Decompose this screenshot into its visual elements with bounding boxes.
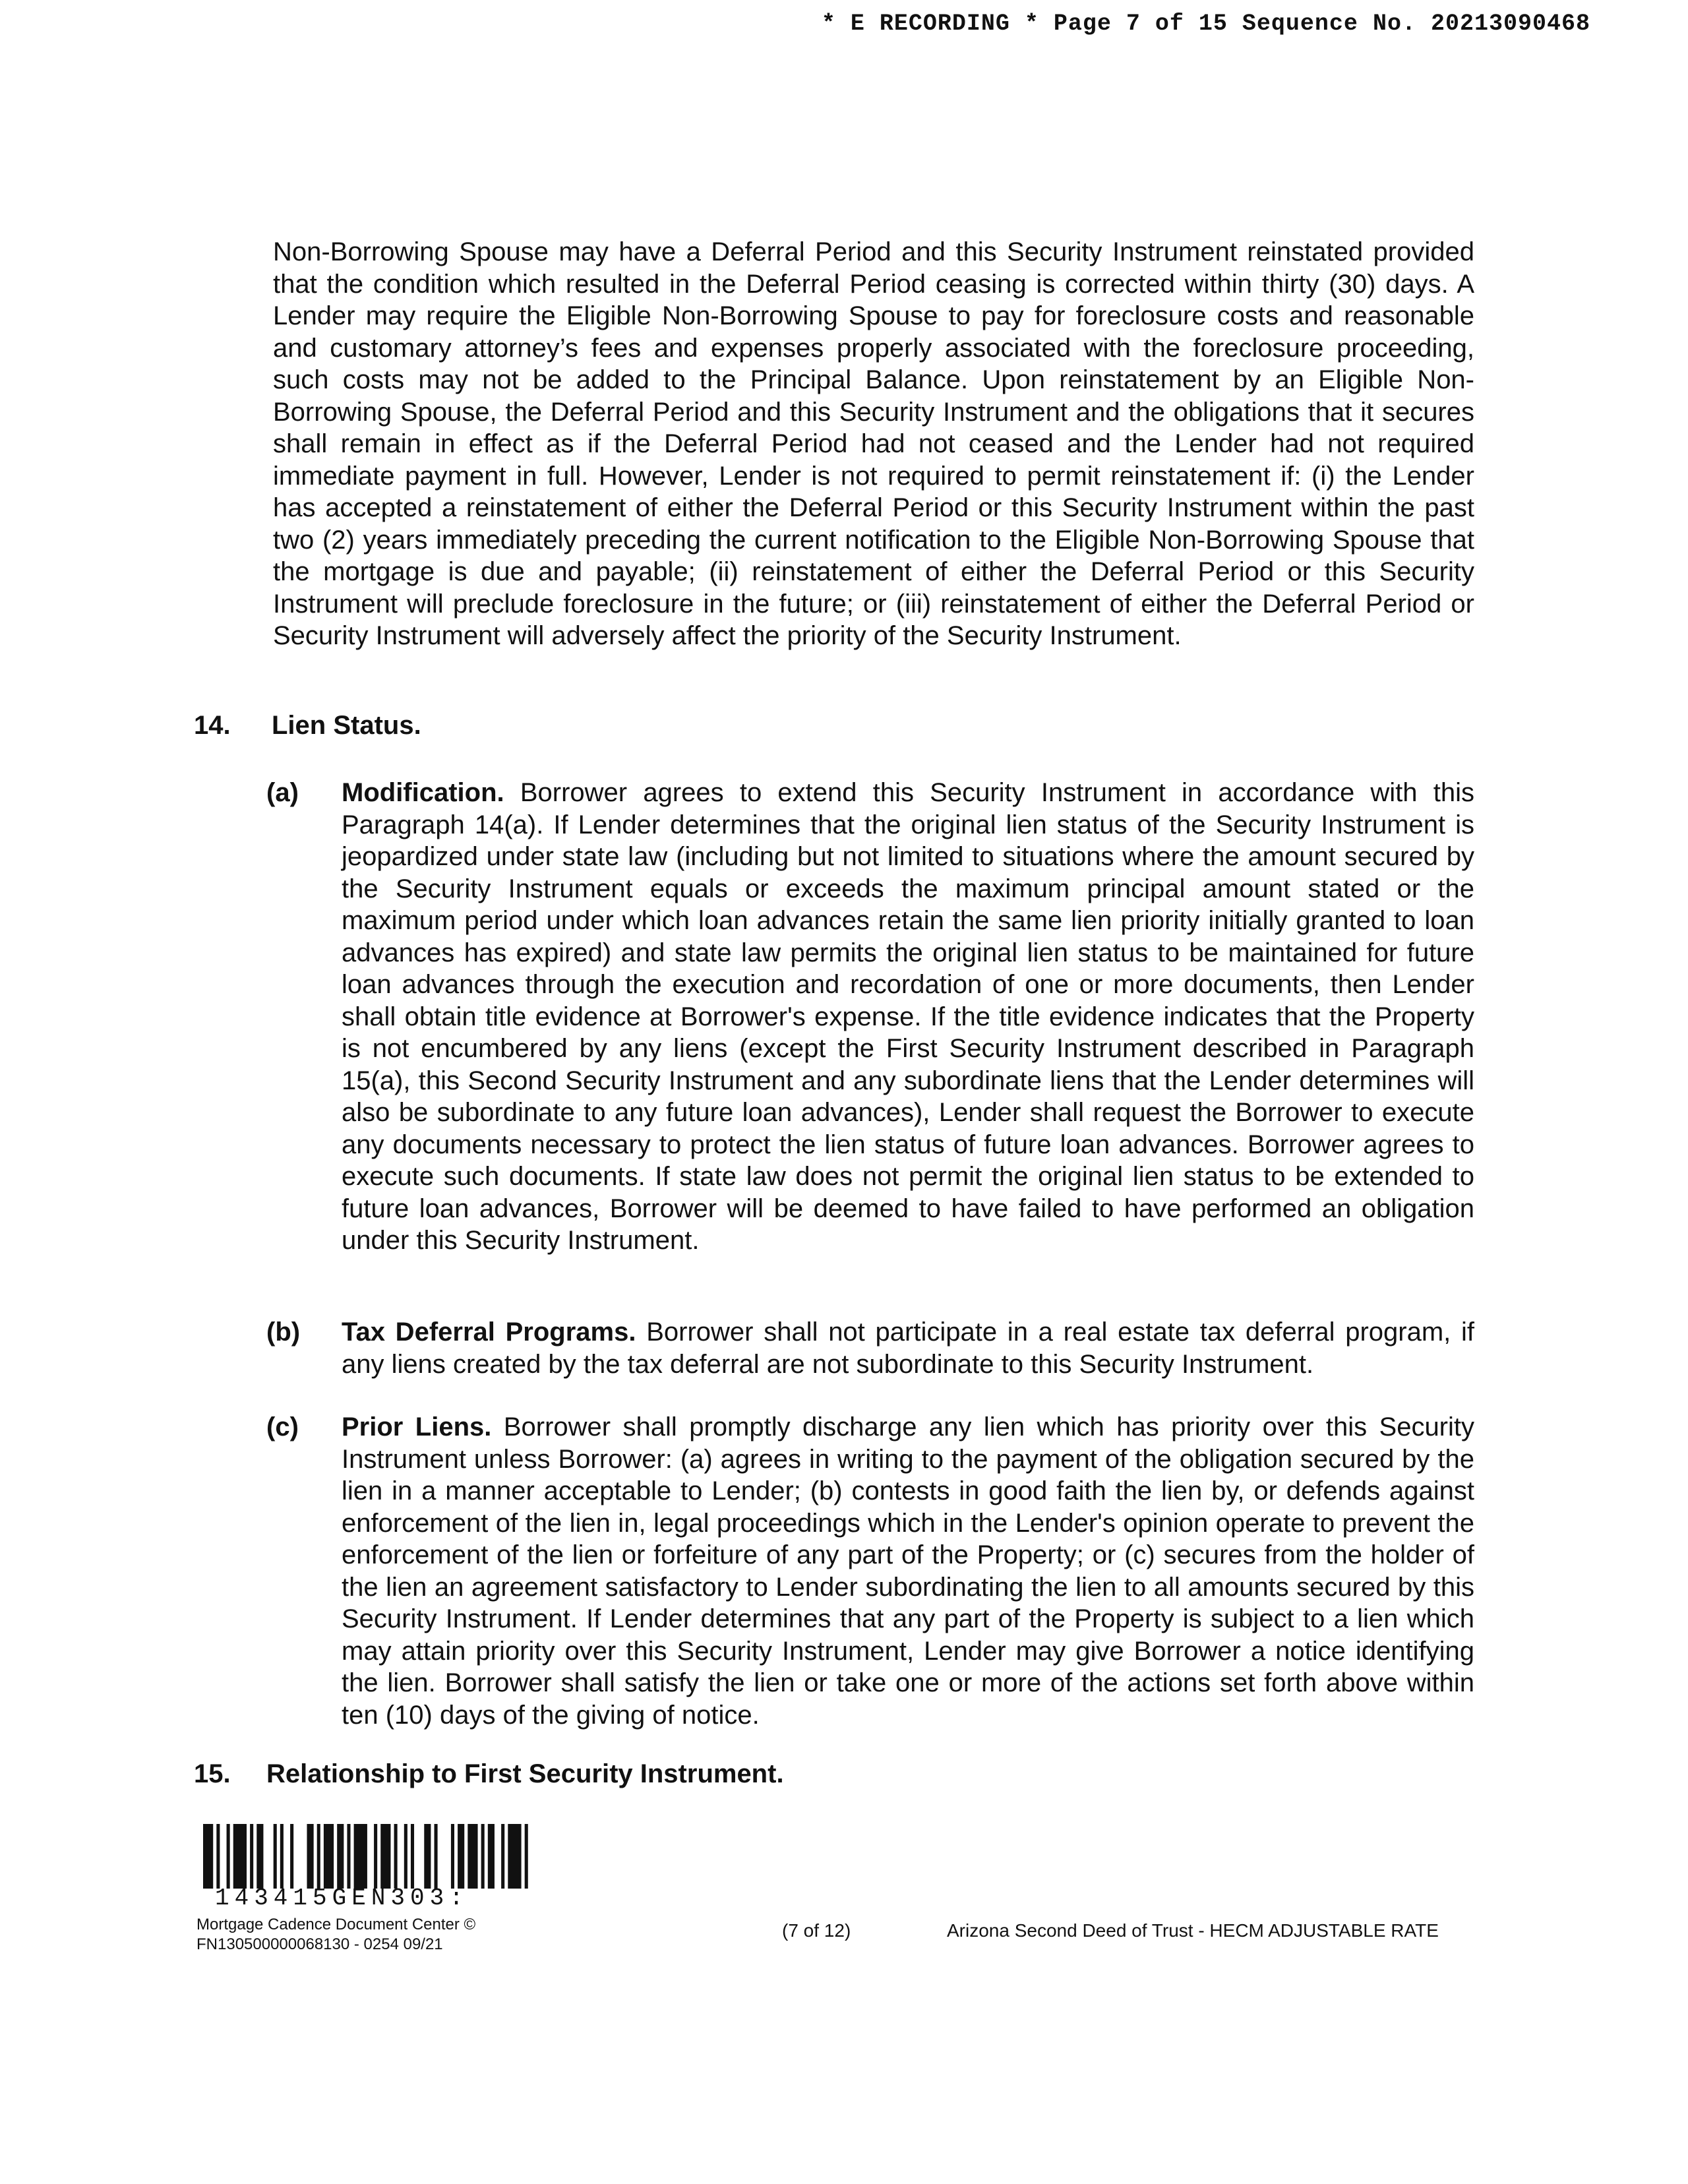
subsection-text: Borrower shall promptly discharge any lien which has priority over this Security Instrument unless Borrower: (a) agrees in writing to the payment of the obligation secured by the lien in a manner acceptable to Lender; (b) contests in good faith the lien by, or defends against enforcement of the lien in, legal proceedings which in the Lender's opinion operate to prevent the enforcement of the lien or forfeiture of any part of the Property; or (c) secures from the holder of the lien an agreement satisfactory to Lender subordinating the lien to all amounts secured by this Security Instrument. If Lender determines that any part of the Property is subject to a lien which may attain priority over this Security Instrument, Lender may give Borrower a notice identifying the lien. Borrower shall satisfy the lien or take one or more of the actions set forth above within ten (10) days of the giving of notice. <box>342 1412 1475 1730</box>
subsection-lead: Prior Liens. <box>342 1412 492 1441</box>
section-title: Lien Status. <box>272 711 421 740</box>
section-number: 15. <box>194 1759 231 1788</box>
subsection-label: (b) <box>266 1318 301 1347</box>
form-number: FN130500000068130 - 0254 09/21 <box>196 1935 443 1953</box>
footer-left <box>196 1915 475 1955</box>
page-of: (7 of 12) <box>782 1920 851 1941</box>
recording-header: * E RECORDING * Page 7 of 15 Sequence No. 20213090468 <box>821 11 1590 37</box>
subsection-label: (c) <box>266 1412 299 1441</box>
subsection-paragraph <box>342 1316 1474 1380</box>
subsection-label: (a) <box>266 778 299 807</box>
subsection-paragraph <box>342 777 1474 1257</box>
section-title: Relationship to First Security Instrument. <box>266 1759 784 1788</box>
company-line: Mortgage Cadence Document Center © <box>196 1916 476 1933</box>
subsection-text: Borrower agrees to extend this Security Instrument in accordance with this Paragraph 14(a). If Lender determines that the original lien status of the Security Instrument is jeopardized under state law (including but not limited to situations where the amount secured by the Security Instrument equals or exceeds the maximum principal amount stated or the maximum period under which loan advances retain the same lien priority initially granted to loan advances has expired) and state law permits the original lien status to be maintained for future loan advances through the execution and recordation of one or more documents, then Lender shall obtain title evidence at Borrower's expense. If the title evidence indicates that the Property is not encumbered by any liens (except the First Security Instrument described in Paragraph 15(a), this Second Security Instrument and any subordinate liens that the Lender determines will also be subordinate to any future loan advances), Lender shall request the Borrower to execute any documents necessary to protect the lien status of future loan advances. Borrower agrees to execute such documents. If state law does not permit the original lien status to be extended to future loan advances, Borrower will be deemed to have failed to have performed an obligation under this Security Instrument. <box>342 778 1474 1255</box>
subsection-lead: Tax Deferral Programs. <box>342 1318 636 1347</box>
barcode-digits: 143415GEN303: <box>215 1885 469 1912</box>
subsection-paragraph <box>342 1411 1474 1731</box>
barcode <box>203 1824 538 1889</box>
intro-paragraph: Non-Borrowing Spouse may have a Deferral Period and this Security Instrument reinstated provided that the condition which resulted in the Deferral Period ceasing is corrected within thirty (30) days. A Lender may require the Eligible Non-Borrowing Spouse to pay for foreclosure costs and reasonable and customary attorney’s fees and expenses properly associated with the foreclosure proceeding, such costs may not be added to the Principal Balance. Upon reinstatement by an Eligible Non-Borrowing Spouse, the Deferral Period and this Security Instrument and the obligations that it secures shall remain in effect as if the Deferral Period had not ceased and the Lender had not required immediate payment in full. However, Lender is not required to permit reinstatement if: (i) the Lender has accepted a reinstatement of either the Deferral Period or this Security Instrument within the past two (2) years immediately preceding the current notification to the Eligible Non-Borrowing Spouse that the mortgage is due and payable; (ii) reinstatement of either the Deferral Period or this Security Instrument will preclude foreclosure in the future; or (iii) reinstatement of either the Deferral Period or Security Instrument will adversely affect the priority of the Security Instrument. <box>273 237 1474 650</box>
document-title: Arizona Second Deed of Trust - HECM ADJUSTABLE RATE <box>947 1920 1439 1941</box>
subsection-lead: Modification. <box>342 778 504 807</box>
section-number: 14. <box>194 711 231 740</box>
subsection-text: Borrower shall not participate in a real estate tax deferral program, if any liens created by the tax deferral are not subordinate to this Security Instrument. <box>342 1318 1474 1379</box>
